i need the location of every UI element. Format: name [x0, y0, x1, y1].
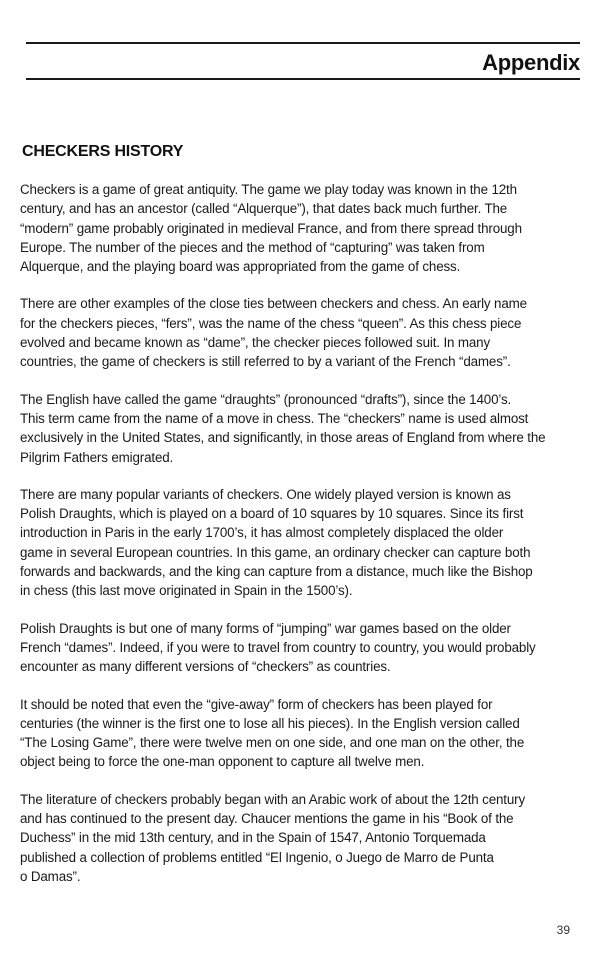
paragraph	[20, 180, 580, 276]
paragraph-line: o Damas”.	[20, 868, 81, 884]
paragraph-line: exclusively in the United States, and significantly, in those areas of England from where the	[20, 430, 546, 446]
paragraph-line: evolved and became known as “dame”, the checker pieces followed suit. In many	[20, 335, 491, 351]
paragraph	[20, 619, 580, 677]
paragraph-line: This term came from the name of a move in chess. The “checkers” name is used almost	[20, 410, 529, 426]
header-rule-bottom	[26, 78, 580, 80]
paragraph-line: Duchess” in the mid 13th century, and in the Spain of 1547, Antonio Torquemada	[20, 830, 486, 846]
paragraph-line: It should be noted that even the “give-away” form of checkers has been played for	[20, 696, 493, 712]
paragraph	[20, 390, 580, 467]
paragraph-line: “The Losing Game”, there were twelve men on one side, and one man on the other, the	[20, 735, 525, 751]
paragraph-line: forwards and backwards, and the king can capture from a distance, much like the Bishop	[20, 564, 533, 580]
paragraph-line: There are many popular variants of checkers. One widely played version is known as	[20, 486, 511, 502]
paragraph-line: and has continued to the present day. Chaucer mentions the game in his “Book of the	[20, 811, 514, 827]
paragraph-line: for the checkers pieces, “fers”, was the name of the chess “queen”. As this chess piece	[20, 315, 522, 331]
paragraph-line: Checkers is a game of great antiquity. The game we play today was known in the 12th	[20, 182, 517, 197]
paragraph	[20, 790, 580, 886]
section-heading-rest: HISTORY	[110, 143, 184, 160]
paragraph	[20, 485, 580, 601]
section-heading	[22, 142, 183, 162]
paragraph-line: century, and has an ancestor (called “Alquerque”), that dates back much further. The	[20, 201, 508, 217]
paragraph-line: game in several European countries. In this game, an ordinary checker can capture both	[20, 544, 531, 560]
paragraph	[20, 695, 580, 772]
paragraph-line: Polish Draughts is but one of many forms of “jumping” war games based on the older	[20, 620, 511, 636]
paragraph-line: countries, the game of checkers is still referred to by a variant of the French “dames”.	[20, 354, 511, 370]
article-body	[20, 180, 580, 904]
paragraph-line: There are other examples of the close ties between checkers and chess. An early name	[20, 296, 527, 312]
paragraph-line: introduction in Paris in the early 1700’s, it has almost completely displaced the older	[20, 525, 504, 541]
paragraph-line: French “dames”. Indeed, if you were to travel from country to country, you would probably	[20, 639, 536, 655]
paragraph	[20, 294, 580, 371]
paragraph-line: “modern” game probably originated in medieval France, and from there spread through	[20, 220, 522, 236]
paragraph-line: Alquerque, and the playing board was appropriated from the game of chess.	[20, 259, 461, 275]
paragraph-line: The literature of checkers probably began with an Arabic work of about the 12th century	[20, 791, 526, 807]
paragraph-line: Europe. The number of the pieces and the method of “capturing” was taken from	[20, 239, 485, 255]
paragraph-line: encounter as many different versions of “checkers” as countries.	[20, 659, 391, 675]
paragraph-line: Pilgrim Fathers emigrated.	[20, 449, 174, 465]
paragraph-line: Polish Draughts, which is played on a board of 10 squares by 10 squares. Since its first	[20, 506, 524, 522]
header-rule-top	[26, 42, 580, 44]
paragraph-line: in chess (this last move originated in Spain in the 1500’s).	[20, 583, 353, 599]
section-heading-strong: CHECKERS	[22, 143, 111, 160]
paragraph-line: The English have called the game “draughts” (pronounced “drafts”), since the 1400’s.	[20, 391, 512, 407]
page-number: 39	[556, 923, 570, 937]
paragraph-line: object being to force the one-man opponent to capture all twelve men.	[20, 754, 425, 770]
page-title: Appendix	[482, 50, 580, 75]
paragraph-line: centuries (the winner is the first one to lose all his pieces). In the English version called	[20, 715, 520, 731]
paragraph-line: published a collection of problems entitled “El Ingenio, o Juego de Marro de Punta	[20, 849, 494, 865]
